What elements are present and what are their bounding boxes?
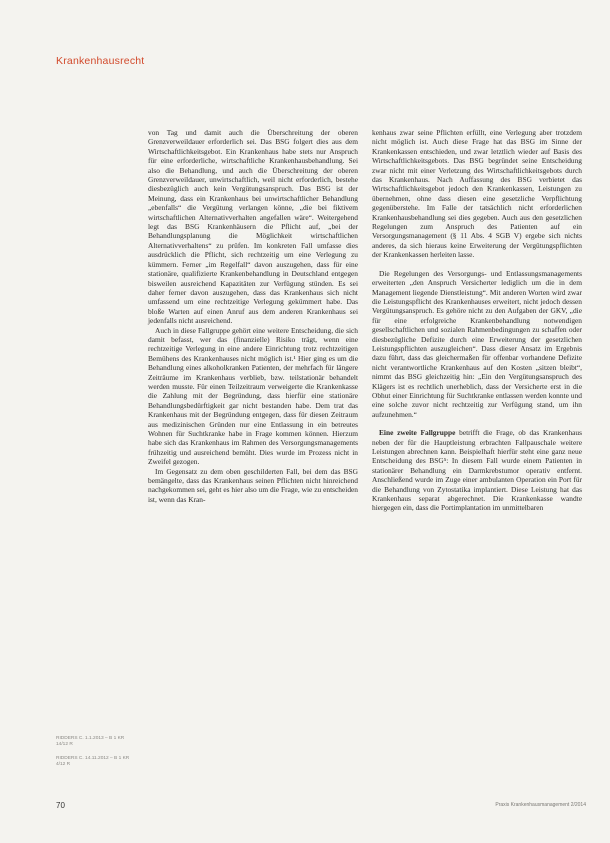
left-text-column bbox=[148, 128, 358, 504]
paragraph-fallgruppe bbox=[372, 428, 582, 513]
journal-footer: Praxis Krankenhausmanagement 2/2014 bbox=[495, 802, 586, 808]
paragraph: Die Regelungen des Versorgungs- und Entlassungsmanagements erweiterten „den Anspruch Versicherter lediglich um die in dem Management liegende Dienstleistung“. Mit anderen Worten wird zwar die Leistungspflicht des Krankenhauses erweitert, nicht jedoch dessen Vergütungsanspruch. Es gehöre nicht zu den Aufgaben der GKV, „die für eine erfolgreiche Krankenbehandlung notwendigen gesellschaftlichen und sozialen Rahmenbedingungen zu schaffen oder diesbezügliche Defizite durch eine Erweiterung der gesetzlichen Leistungspflichten auszugleichen“. Dass dieser Ansatz im Ergebnis dazu führt, dass das gleichermaßen für offenbar vorhandene Defizite nicht verantwortliche Krankenhaus auf den Kosten „sitzen bleibt“, nimmt das BSG gleichzeitig hin: „Ein den Vergütungsanspruch des Klägers ist es rechtlich unerheblich, dass der Versicherte erst in die Obhut einer Einrichtung für Suchtkranke entlassen werden konnte und eine solche zuvor nicht rechtzeitig zur Verfügung stand, um ihn aufzunehmen.“ bbox=[372, 268, 582, 419]
lead-bold-text: Eine zweite Fallgruppe bbox=[379, 428, 456, 438]
margin-note: RIDDERS C. 14.11.2012 – B 1 KR 4/12 R bbox=[56, 756, 130, 768]
paragraph: kenhaus zwar seine Pflichten erfüllt, eine Verlegung aber trotzdem nicht möglich ist. Auch diese Frage hat das BSG im Sinne der Krankenkassen entschieden, und zwar letztlich wieder auf Basis des Wirtschaftlichkeitsgebots. Das BSG begründet seine Entscheidung zwar nicht mit einer Verletzung des Wirtschaftlichkeitsgebots durch das Krankenhaus. Nach Auffassung des BSG verbietet das Wirtschaftlichkeitsgebot jedoch den Krankenkassen, Leistungen zu übernehmen, ohne dass diesen eine gesetzliche Verpflichtung gegenüberstehe. Im Falle der tatsächlich nicht erforderlichen Krankenhausbehandlung sei dies gegeben. Auch aus den gesetzlichen Regelungen zum Anspruch des Patienten auf ein Versorgungsmanagement (§ 11 Abs. 4 SGB V) ergebe sich nichts anderes, da sich hieraus keine Erweiterung der Vergütungspflichten der Krankenkassen herleiten lasse. bbox=[372, 128, 582, 260]
right-text-column bbox=[372, 128, 582, 513]
paragraph: Im Gegensatz zu dem oben geschilderten Fall, bei dem das BSG bemängelte, dass das Krankenhaus seinen Pflichten nicht hinreichend nachgekommen sei, geht es hier also um die Frage, wie zu entscheiden ist, wenn das Kran- bbox=[148, 466, 358, 504]
page-number: 70 bbox=[56, 801, 65, 810]
paragraph: Auch in diese Fallgruppe gehört eine weitere Entscheidung, die sich damit befasst, wer das (finanzielle) Risiko trägt, wenn eine rechtzeitige Verlegung in eine andere Einrichtung trotz rechtzeitigen Bemühens des Krankenhauses nicht möglich ist.¹ Hier ging es um die Behandlung eines alkoholkranken Patienten, der mehrfach für längere Zeiträume im Krankenhaus verblieb, bzw. teilstationär behandelt werden musste. Für einen Teilzeitraum verweigerte die Krankenkasse die Zahlung mit der Begründung, dass hierfür eine stationäre Behandlungsbedürftigkeit gar nicht bestanden habe. Dem trat das Krankenhaus mit der Begründung entgegen, dass für diesen Zeitraum aus medizinischen Gründen nur eine Entlassung in ein betreutes Wohnen für Suchtkranke habe in Frage kommen können. Hierzum habe sich das Krankenhaus im Rahmen des Versorgungsmanagements frühzeitig und ausreichend bemüht. Dies wurde im Prozess nicht in Zweifel gezogen. bbox=[148, 325, 358, 467]
lead-text: betrifft die Frage, ob das Krankenhaus neben der für die Hauptleistung erbrachten Fallpauschale weitere Leistungen abrechnen kann. Beispielhaft hierfür steht eine ganz neue Entscheidung des BSG⁵: In diesem Fall wurde einem Patienten in stationärer Behandlung ein Darmkrebstumor operativ entfernt. Anschließend wurde im Zuge einer ambulanten Operation ein Port für die Behandlung von Zytostatika implantiert. Diese Leistung hat das Krankenhaus separat abgerechnet. Die Krankenkasse wandte hiergegen ein, dass die Portimplantation im unmittelbaren bbox=[372, 428, 582, 513]
margin-note: RIDDERS C. 1.1.2013 – B 1 KR 14/12 R bbox=[56, 736, 125, 748]
paragraph: von Tag und damit auch die Überschreitung der oberen Grenzverweildauer erforderlich sei. Das BSG folgert dies aus dem Wirtschaftlichkeitsgebot. Ein Krankenhaus habe stets nur Anspruch für eine erforderliche, wirtschaftliche Krankenhausbehandlung. Sei also die Behandlung, und auch die Überschreitung der oberen Grenzverweildauer, unwirtschaftlich, weil nicht erforderlich, bestehe diesbezüglich auch kein Vergütungsanspruch. Das BSG ist der Meinung, dass ein Krankenhaus bei unwirtschaftlicher Behandlung „ebenfalls“ die Vergütung verlangen könne, „die bei fiktivem wirtschaftlichen Alternativverhalten angefallen wäre“. Weitergehend legt das BSG Krankenhäusern die Pflicht auf, „bei der Behandlungsplanung die Möglichkeit wirtschaftlichen Alternativverhaltens“ zu prüfen. Im konkreten Fall umfasse dies ausdrücklich die Pflicht, sich rechtzeitig um eine Verlegung zu kümmern. Ferner „im Regelfall“ davon auszugehen, dass für eine stationäre, qualifizierte Krankenbehandlung in Deutschland entgegen bisweilen ausreichend Kapazitäten zur Verfügung stünden. Es sei daher ferner davon auszugehen, dass das Krankenhaus sich nicht umfassend um eine rechtzeitige Verlegung gekümmert habe. Das bloße Warten auf einen Anruf aus dem anderen Krankenhaus sei jedenfalls nicht ausreichend. bbox=[148, 128, 358, 326]
section-title: Krankenhausrecht bbox=[56, 55, 145, 67]
